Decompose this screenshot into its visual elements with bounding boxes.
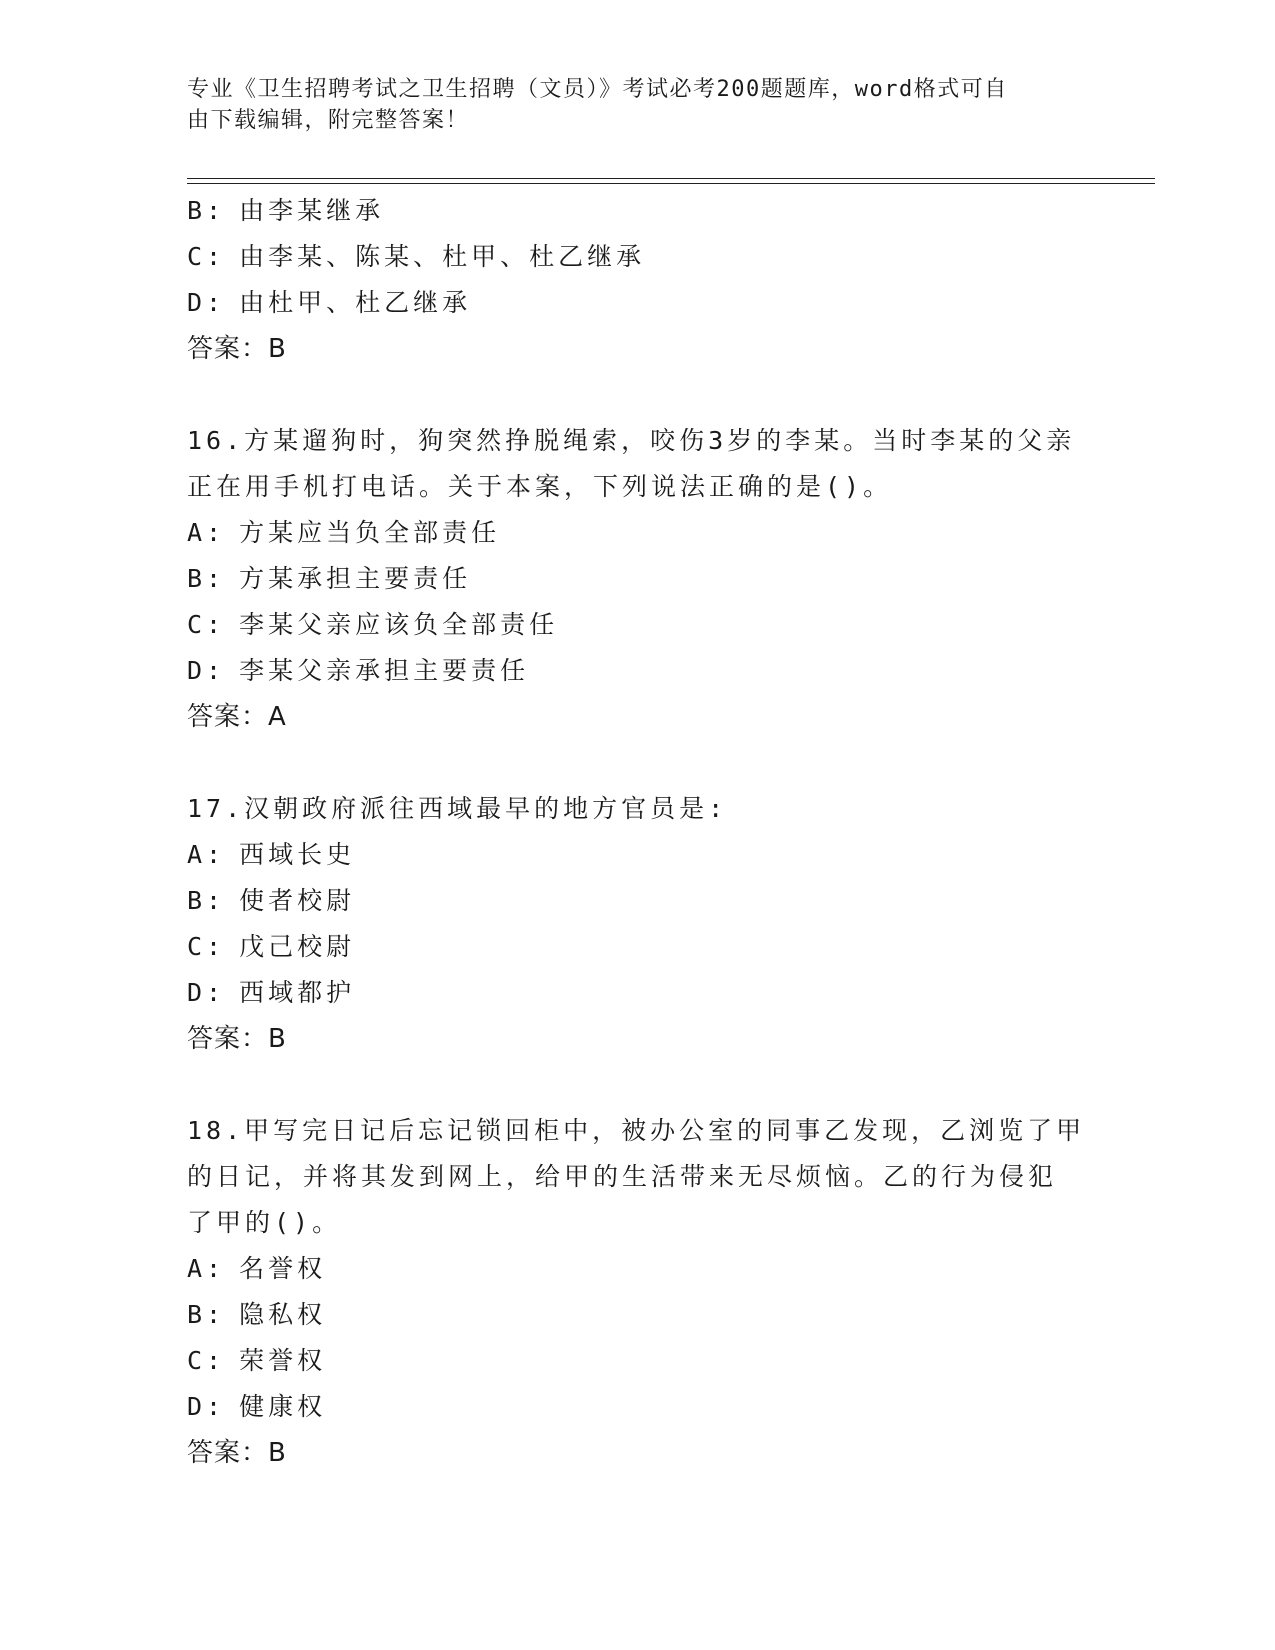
option-text: 李某父亲承担主要责任 [239, 656, 530, 685]
option-text: 由李某、陈某、杜甲、杜乙继承 [239, 242, 646, 271]
question-stem: 17.汉朝政府派往西域最早的地方官员是: [187, 794, 728, 823]
option-text: 戊己校尉 [239, 932, 356, 961]
option-text: 荣誉权 [239, 1346, 327, 1375]
option-text: 由杜甲、杜乙继承 [239, 288, 472, 317]
answer-line: 答案：A [187, 702, 287, 732]
option-key: D: [187, 288, 226, 317]
option-row [187, 1384, 1087, 1430]
option-text: 西域都护 [239, 978, 356, 1007]
option-key: B: [187, 1300, 226, 1329]
spacer [187, 740, 1087, 786]
option-key: B: [187, 886, 226, 915]
option-row [187, 510, 1087, 556]
option-row [187, 188, 1087, 234]
question-stem: 18.甲写完日记后忘记锁回柜中，被办公室的同事乙发现，乙浏览了甲 [187, 1116, 1086, 1145]
option-row [187, 648, 1087, 694]
option-row [187, 556, 1087, 602]
option-row [187, 1292, 1087, 1338]
option-key: A: [187, 840, 226, 869]
option-text: 方某应当负全部责任 [239, 518, 501, 547]
option-text: 西域长史 [239, 840, 356, 869]
option-key: B: [187, 196, 226, 225]
question-block-continued [187, 188, 1087, 372]
option-key: C: [187, 1346, 226, 1375]
question-stem: 了甲的()。 [187, 1208, 342, 1237]
question-content [187, 188, 1087, 1476]
option-row [187, 1246, 1087, 1292]
option-key: D: [187, 656, 226, 685]
option-row [187, 602, 1087, 648]
option-key: D: [187, 978, 226, 1007]
header-line: 专业《卫生招聘考试之卫生招聘（文员）》考试必考200题题库，word格式可自 [187, 77, 1008, 102]
option-text: 使者校尉 [239, 886, 356, 915]
option-row [187, 280, 1087, 326]
document-header [187, 74, 1067, 136]
spacer [187, 372, 1087, 418]
option-text: 健康权 [239, 1392, 327, 1421]
option-key: A: [187, 1254, 226, 1283]
option-row [187, 832, 1087, 878]
option-text: 名誉权 [239, 1254, 327, 1283]
answer-line: 答案：B [187, 334, 287, 364]
question-stem: 16.方某遛狗时，狗突然挣脱绳索，咬伤3岁的李某。当时李某的父亲 [187, 426, 1076, 455]
question-block-17 [187, 786, 1087, 1062]
question-block-16 [187, 418, 1087, 740]
option-text: 方某承担主要责任 [239, 564, 472, 593]
option-text: 李某父亲应该负全部责任 [239, 610, 559, 639]
header-line: 由下载编辑，附完整答案！ [187, 108, 470, 133]
question-stem: 正在用手机打电话。关于本案，下列说法正确的是()。 [187, 472, 893, 501]
option-row [187, 1338, 1087, 1384]
option-text: 隐私权 [239, 1300, 327, 1329]
answer-line: 答案：B [187, 1024, 287, 1054]
option-row [187, 970, 1087, 1016]
spacer [187, 1062, 1087, 1108]
answer-line: 答案：B [187, 1438, 287, 1468]
option-key: D: [187, 1392, 226, 1421]
question-stem: 的日记，并将其发到网上，给甲的生活带来无尽烦恼。乙的行为侵犯 [187, 1162, 1058, 1191]
option-key: C: [187, 242, 226, 271]
header-divider-top [187, 178, 1155, 179]
question-block-18 [187, 1108, 1087, 1476]
option-row [187, 924, 1087, 970]
option-key: C: [187, 932, 226, 961]
option-row [187, 878, 1087, 924]
option-text: 由李某继承 [239, 196, 385, 225]
option-key: A: [187, 518, 226, 547]
option-key: B: [187, 564, 226, 593]
header-divider-bottom [187, 183, 1155, 184]
option-row [187, 234, 1087, 280]
option-key: C: [187, 610, 226, 639]
